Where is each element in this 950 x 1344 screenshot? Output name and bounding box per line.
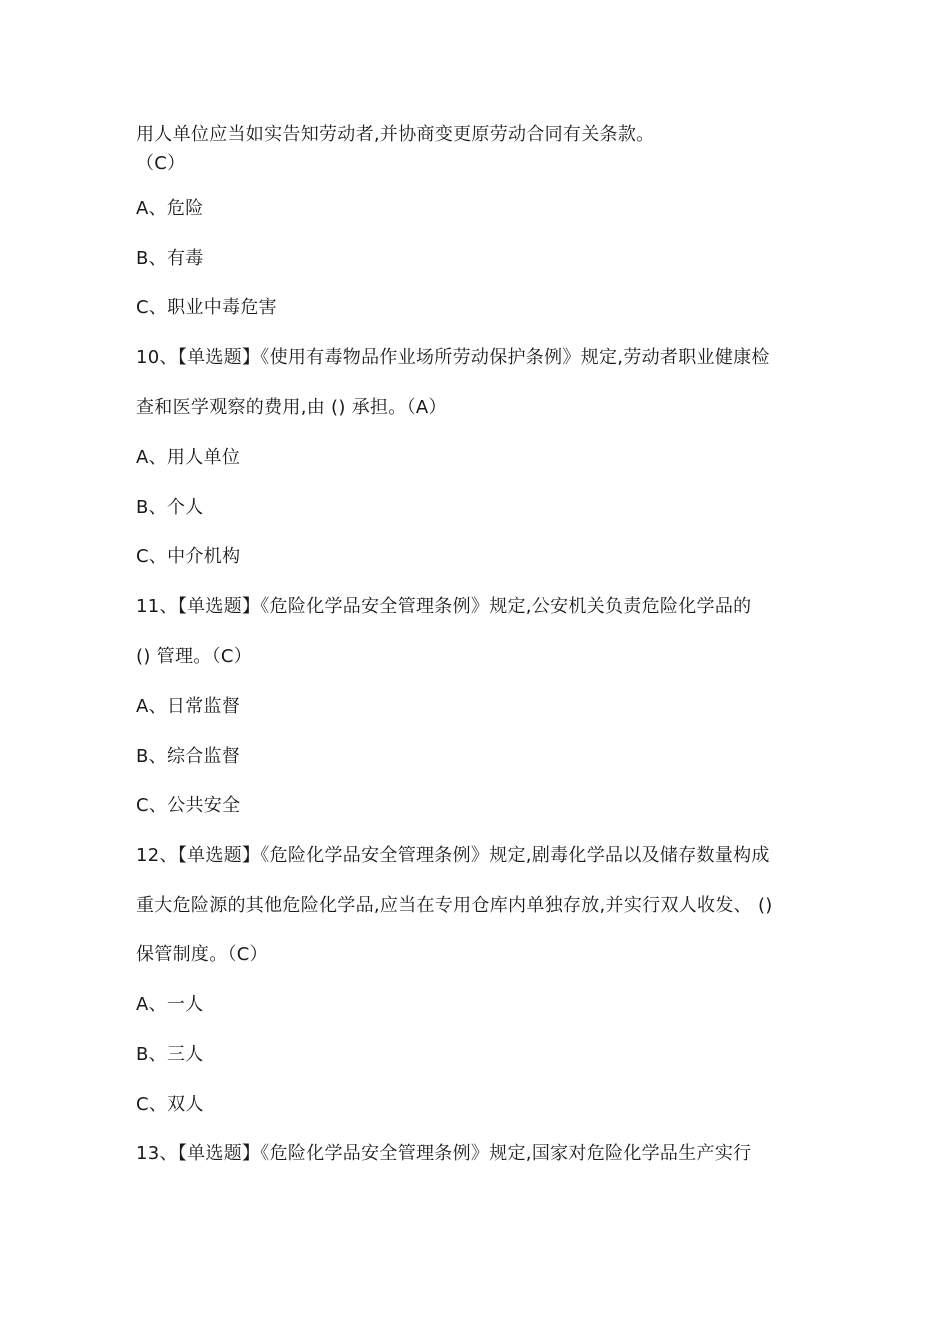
question-12-option-a: A、一人 <box>136 994 204 1015</box>
question-9-continuation: 用人单位应当如实告知劳动者,并协商变更原劳动合同有关条款。 <box>136 124 655 145</box>
question-10-text-cont: 查和医学观察的费用,由 () 承担。（A） <box>136 397 447 418</box>
question-10-option-c: C、中介机构 <box>136 546 241 567</box>
question-12-option-c: C、双人 <box>136 1094 204 1115</box>
question-9-option-a: A、危险 <box>136 198 204 219</box>
question-9-answer: （C） <box>136 153 186 174</box>
question-12-text-cont: 重大危险源的其他危险化学品,应当在专用仓库内单独存放,并实行双人收发、 () <box>136 895 773 916</box>
question-9-option-b: B、有毒 <box>136 248 204 269</box>
question-12-option-b: B、三人 <box>136 1044 204 1065</box>
question-10-text: 10、【单选题】《使用有毒物品作业场所劳动保护条例》规定,劳动者职业健康检 <box>136 347 770 368</box>
question-12-text: 12、【单选题】《危险化学品安全管理条例》规定,剧毒化学品以及储存数量构成 <box>136 845 770 866</box>
question-9-option-c: C、职业中毒危害 <box>136 297 277 318</box>
question-10-option-b: B、个人 <box>136 497 204 518</box>
question-11-text-cont: () 管理。（C） <box>136 646 253 667</box>
question-13-text: 13、【单选题】《危险化学品安全管理条例》规定,国家对危险化学品生产实行 <box>136 1143 752 1164</box>
question-10-option-a: A、用人单位 <box>136 447 241 468</box>
question-11-text: 11、【单选题】《危险化学品安全管理条例》规定,公安机关负责危险化学品的 <box>136 596 752 617</box>
question-11-option-a: A、日常监督 <box>136 696 241 717</box>
question-12-text-cont-2: 保管制度。（C） <box>136 944 268 965</box>
question-11-option-c: C、公共安全 <box>136 795 241 816</box>
question-11-option-b: B、综合监督 <box>136 746 241 767</box>
